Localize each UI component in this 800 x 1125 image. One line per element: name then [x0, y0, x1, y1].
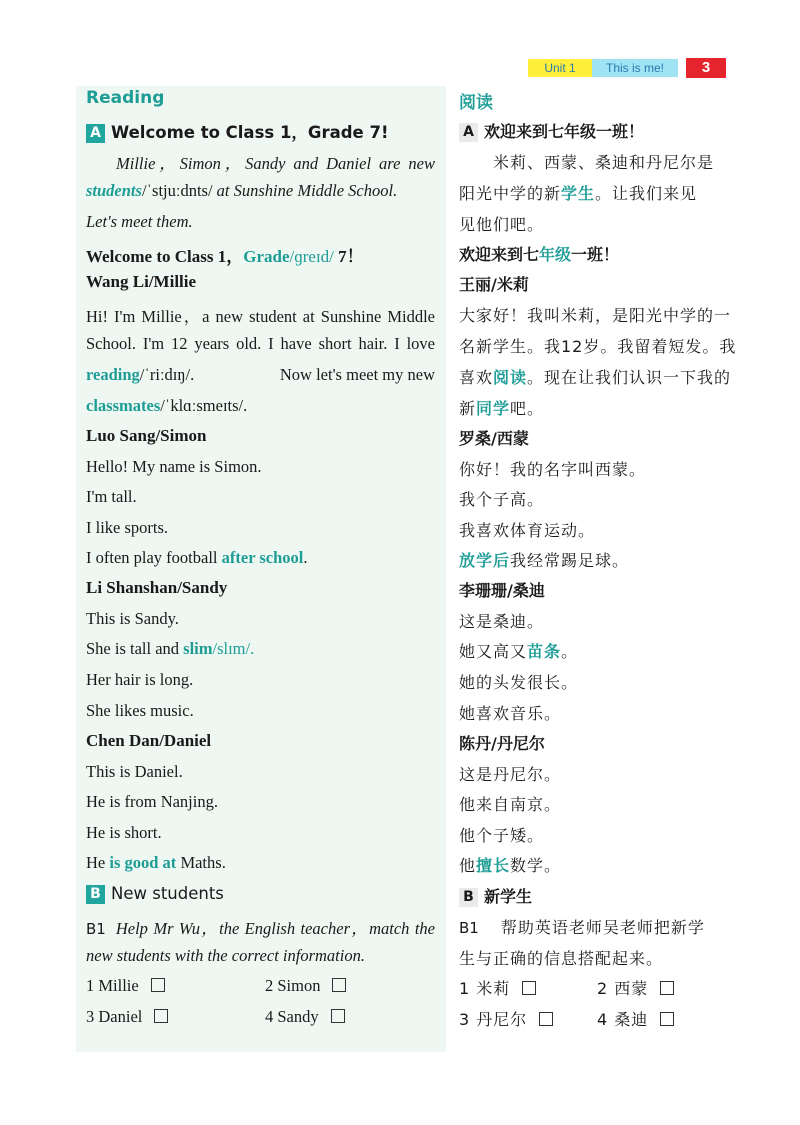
zh-match-item-sandy — [597, 1007, 674, 1030]
zh-welcome-pre: 欢迎来到七 — [459, 245, 540, 264]
zh-match-item-simon — [597, 976, 674, 999]
section-title-yuedu: 阅读 — [459, 93, 493, 113]
daniel-line-4-pre: He — [86, 853, 106, 872]
sandy-heading: Li Shanshan/Sandy — [86, 578, 228, 597]
zh-answer-box-millie[interactable] — [522, 981, 536, 995]
answer-box-simon[interactable] — [332, 978, 346, 992]
zh-daniel-line-2: 他来自南京。 — [459, 795, 562, 814]
zh-simon-4-post: 我经常踢足球。 — [510, 551, 630, 570]
welcome-post: 7！ — [338, 247, 364, 266]
zh-b1-line-2: 生与正确的信息搭配起来。 — [459, 949, 664, 968]
zh-vocab-classmates: 同学 — [476, 399, 511, 418]
zh-daniel-line-1: 这是丹尼尔。 — [459, 765, 562, 784]
vocab-students: students — [86, 181, 142, 200]
millie-line-3-rest: Now let's meet my new — [279, 365, 435, 384]
millie-line-1: Hi! I'm Millie，a new student at Sunshine Middle — [86, 307, 435, 326]
zh-simon-heading: 罗桑/西蒙 — [459, 429, 529, 448]
zh-match-label-simon: 2 西蒙 — [597, 979, 649, 998]
simon-line-4 — [86, 548, 307, 568]
zh-sandy-line-1: 这是桑迪。 — [459, 612, 545, 631]
zh-welcome-post: 一班！ — [571, 245, 620, 264]
daniel-line-2: He is from Nanjing. — [86, 792, 218, 811]
zh-answer-box-simon[interactable] — [660, 981, 674, 995]
page-number: 3 — [686, 58, 726, 78]
answer-box-daniel[interactable] — [154, 1009, 168, 1023]
b1-label: B1 — [86, 920, 106, 938]
match-label-sandy: 4 Sandy — [265, 1007, 319, 1026]
ipa-reading: /ˈriːdɪŋ/. — [139, 365, 195, 384]
b1-text-1: Help Mr Wu，the English teacher，match the — [115, 919, 435, 938]
zh-intro-line-2 — [459, 181, 697, 204]
zh-b1-label: B1 — [459, 919, 479, 937]
daniel-line-3: He is short. — [86, 823, 162, 842]
sandy-line-3: Her hair is long. — [86, 670, 194, 689]
zh-match-item-daniel — [459, 1007, 553, 1030]
zh-intro-2-pre: 阳光中学的新 — [459, 184, 562, 203]
zh-intro-2-post: 。让我们来见 — [595, 184, 698, 203]
sandy-line-2-pre: She is tall and — [86, 639, 180, 658]
match-item-simon — [265, 976, 346, 996]
zh-sandy-line-4: 她喜欢音乐。 — [459, 704, 562, 723]
zh-intro-line-3: 见他们吧。 — [459, 215, 545, 234]
millie-line-3 — [86, 365, 435, 385]
zh-millie-3-pre: 喜欢 — [459, 368, 494, 387]
section-title-reading: Reading — [86, 88, 165, 108]
zh-part-b-badge: B — [459, 888, 478, 907]
sandy-line-4: She likes music. — [86, 701, 194, 720]
part-b-heading — [86, 884, 224, 904]
zh-sandy-2-pre: 她又高又 — [459, 642, 528, 661]
zh-sandy-heading: 李珊珊/桑迪 — [459, 581, 545, 600]
zh-simon-line-4 — [459, 548, 629, 571]
part-b-badge: B — [86, 885, 105, 904]
part-a-badge: A — [86, 124, 105, 143]
zh-vocab-after-school: 放学后 — [459, 551, 511, 570]
intro-line-2 — [86, 181, 397, 201]
zh-simon-line-3: 我喜欢体育运动。 — [459, 521, 596, 540]
welcome-pre: Welcome to Class 1， — [86, 247, 244, 266]
match-label-simon: 2 Simon — [265, 976, 321, 995]
intro-line-2-rest: at Sunshine Middle School. — [216, 181, 398, 200]
ipa-slim: /slɪm/. — [212, 639, 255, 658]
zh-vocab-grade: 年级 — [539, 245, 572, 264]
zh-part-b-heading — [459, 884, 532, 907]
zh-vocab-students: 学生 — [561, 184, 596, 203]
zh-match-label-sandy: 4 桑迪 — [597, 1010, 649, 1029]
zh-part-b-title: 新学生 — [484, 887, 533, 906]
zh-answer-box-sandy[interactable] — [660, 1012, 674, 1026]
zh-sandy-line-3: 她的头发很长。 — [459, 673, 579, 692]
part-a-heading — [86, 119, 389, 143]
simon-line-4-pre: I often play football — [86, 548, 218, 567]
zh-daniel-line-3: 他个子矮。 — [459, 826, 545, 845]
zh-b1-text-1: 帮助英语老师吴老师把新学 — [500, 918, 705, 937]
simon-line-3: I like sports. — [86, 518, 169, 537]
zh-sandy-2-post: 。 — [561, 642, 579, 661]
zh-vocab-good-at: 擅长 — [476, 856, 511, 875]
daniel-line-4-post: Maths. — [180, 853, 226, 872]
vocab-grade: Grade — [243, 247, 290, 266]
zh-part-a-heading — [459, 119, 644, 142]
ipa-classmates: /ˈklɑːsmeɪts/. — [160, 396, 248, 415]
vocab-is-good-at: is good at — [109, 853, 177, 872]
vocab-after-school: after school — [221, 548, 304, 567]
zh-daniel-4-post: 数学。 — [510, 856, 562, 875]
zh-millie-4-post: 吧。 — [510, 399, 545, 418]
match-label-daniel: 3 Daniel — [86, 1007, 143, 1026]
intro-line-1: Millie，Simon，Sandy and Daniel are new — [116, 154, 435, 173]
simon-line-1: Hello! My name is Simon. — [86, 457, 262, 476]
zh-daniel-line-4 — [459, 853, 561, 876]
zh-millie-4-pre: 新 — [459, 399, 477, 418]
sandy-line-1: This is Sandy. — [86, 609, 179, 628]
chapter-title-tab: This is me! — [592, 59, 678, 77]
vocab-reading: reading — [86, 365, 140, 384]
b1-line-1 — [86, 915, 435, 939]
zh-sandy-line-2 — [459, 639, 578, 662]
zh-intro-line-1: 米莉、西蒙、桑迪和丹尼尔是 — [493, 153, 715, 172]
ipa-students: /ˈstjuːdnts/ — [141, 181, 213, 200]
zh-millie-line-3 — [459, 365, 731, 388]
zh-millie-line-1: 大家好！我叫米莉，是阳光中学的一 — [459, 306, 732, 325]
simon-line-4-post: . — [303, 548, 308, 567]
zh-vocab-reading: 阅读 — [493, 368, 528, 387]
zh-b1-line-1 — [459, 915, 705, 938]
b1-line-2: new students with the correct information. — [86, 946, 365, 965]
ipa-grade: /ɡreɪd/ — [289, 247, 334, 266]
answer-box-sandy[interactable] — [331, 1009, 345, 1023]
zh-welcome-heading — [459, 242, 619, 265]
zh-vocab-slim: 苗条 — [527, 642, 562, 661]
part-b-title: New students — [111, 884, 224, 903]
match-item-millie — [86, 976, 165, 996]
zh-match-label-millie: 1 米莉 — [459, 979, 511, 998]
vocab-slim: slim — [183, 639, 213, 658]
zh-match-label-daniel: 3 丹尼尔 — [459, 1010, 528, 1029]
daniel-line-4 — [86, 853, 226, 873]
match-item-sandy — [265, 1007, 345, 1027]
daniel-heading: Chen Dan/Daniel — [86, 731, 212, 750]
zh-millie-line-2: 名新学生。我12岁。我留着短发。我 — [459, 337, 737, 356]
answer-box-millie[interactable] — [151, 978, 165, 992]
zh-simon-line-1: 你好！我的名字叫西蒙。 — [459, 460, 647, 479]
zh-daniel-4-pre: 他 — [459, 856, 477, 875]
simon-line-2: I'm tall. — [86, 487, 137, 506]
simon-heading: Luo Sang/Simon — [86, 426, 207, 445]
zh-millie-line-4 — [459, 396, 544, 419]
zh-simon-line-2: 我个子高。 — [459, 490, 545, 509]
zh-match-item-millie — [459, 976, 536, 999]
match-label-millie: 1 Millie — [86, 976, 139, 995]
part-a-title: Welcome to Class 1，Grade 7! — [111, 123, 389, 142]
daniel-line-1: This is Daniel. — [86, 762, 183, 781]
millie-line-4 — [86, 396, 247, 416]
zh-part-a-badge: A — [459, 123, 478, 142]
millie-heading: Wang Li/Millie — [86, 272, 197, 291]
intro-line-3: Let's meet them. — [86, 212, 193, 231]
sandy-line-2 — [86, 639, 254, 659]
zh-millie-3-post: 。现在让我们认识一下我的 — [527, 368, 732, 387]
zh-daniel-heading: 陈丹/丹尼尔 — [459, 734, 545, 753]
match-item-daniel — [86, 1007, 168, 1027]
unit-tab: Unit 1 — [528, 59, 592, 77]
zh-part-a-title: 欢迎来到七年级一班！ — [484, 122, 645, 141]
millie-line-2: School. I'm 12 years old. I have short hair. I love — [86, 334, 435, 353]
welcome-heading — [86, 242, 364, 267]
vocab-classmates: classmates — [86, 396, 161, 415]
zh-answer-box-daniel[interactable] — [539, 1012, 553, 1026]
zh-millie-heading: 王丽/米莉 — [459, 275, 529, 294]
